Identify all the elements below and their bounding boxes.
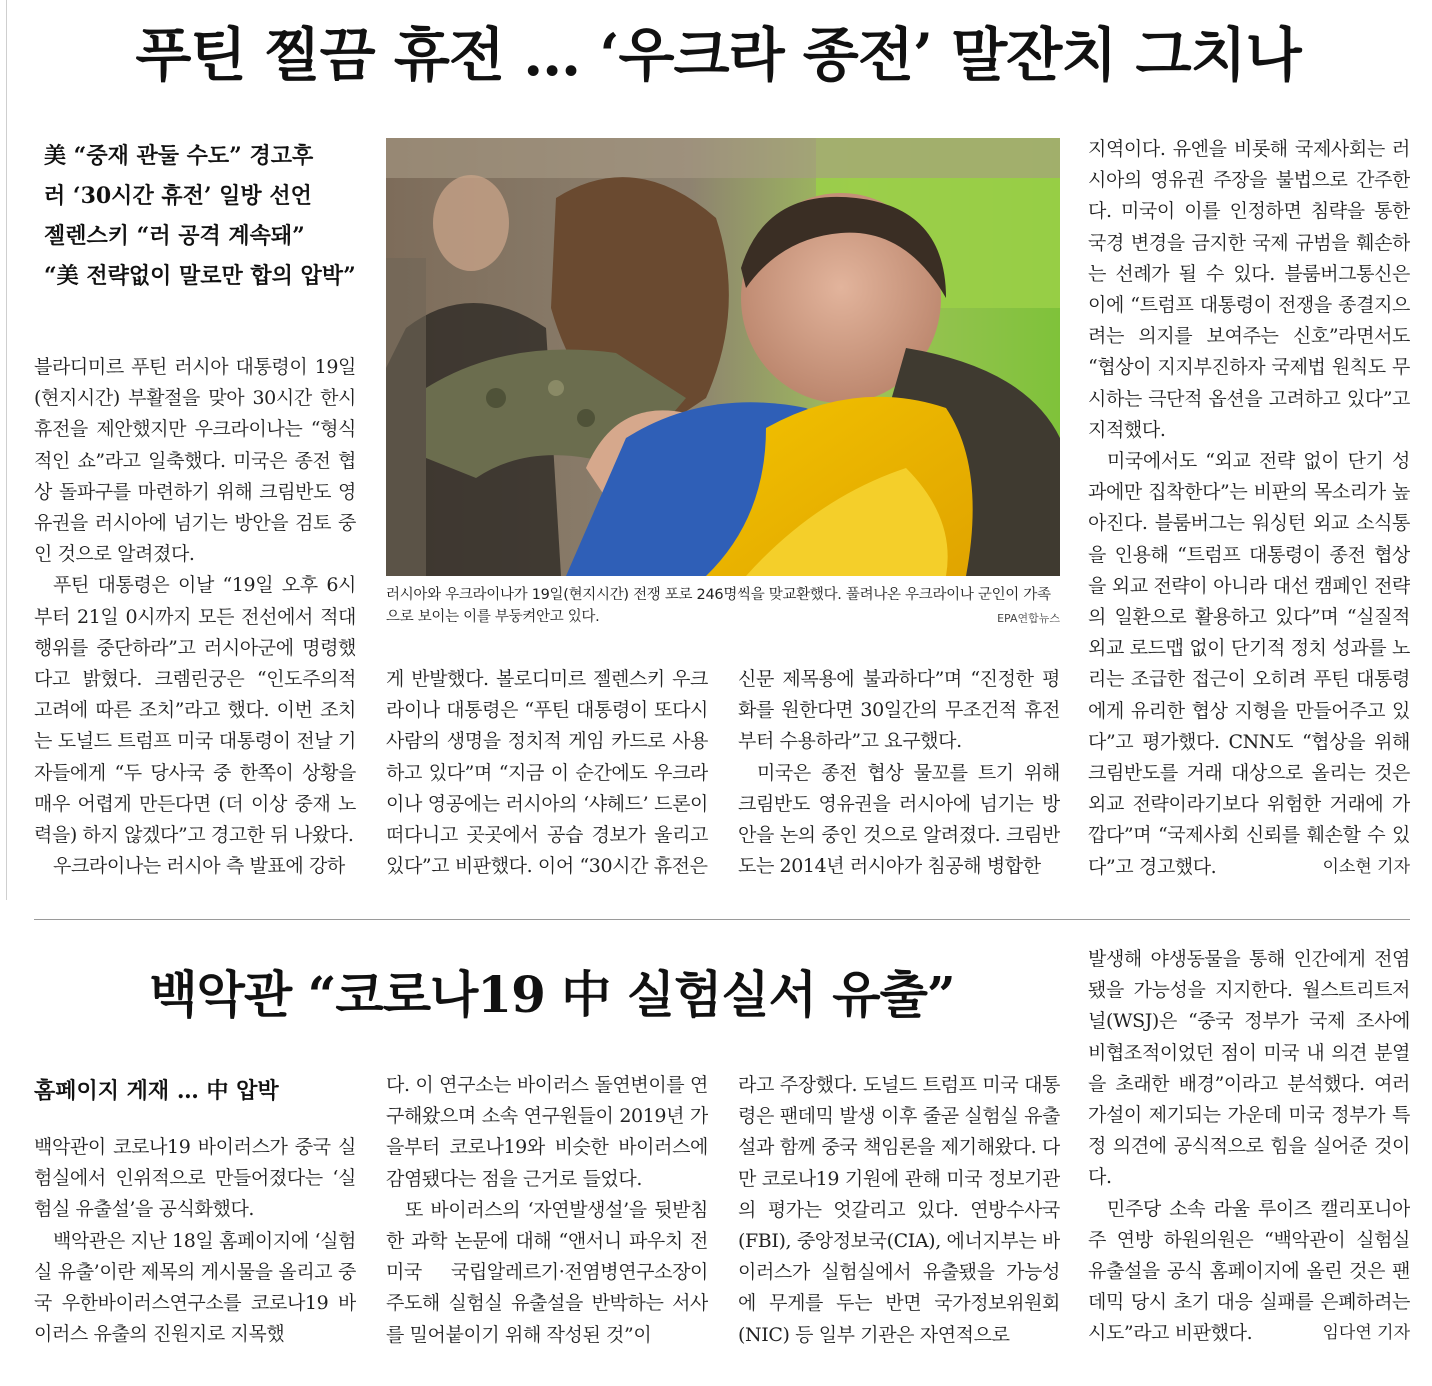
article1-column-2 — [386, 664, 708, 884]
article1-subhead: 美 “중재 관둘 수도” 경고후 — [44, 143, 314, 169]
article2-paragraph-text: 민주당 소속 라울 루이즈 캘리포니아주 연방 하원의원은 “백악관이 실험실 유출설을 공식 홈페이지에 올린 것은 팬데믹 당시 초기 대응 실패를 은폐하려는 시도”라고 비판했다. — [1088, 1197, 1410, 1345]
article2-headline: 백악관 “코로나19 中 실험실서 유출” — [149, 965, 955, 1024]
article1-subhead: “美 전략없이 말로만 합의 압박” — [44, 263, 356, 289]
article2-paragraph: 발생해 야생동물을 통해 인간에게 전염됐을 가능성을 지지한다. 월스트리트저널(WSJ)은 “중국 정부가 국제 조사에 비협조적이었던 점이 미국 내 의견 분열을 초래한 배경”이라고 분석했다. 여러 가설이 제기되는 가운데 미국 정부가 특정 의견에 공식적으로 힘을 실어준 것이다. — [1088, 948, 1410, 1189]
article2-subhead: 홈페이지 게재 … 中 압박 — [34, 1078, 279, 1104]
photo-caption: 러시아와 우크라이나가 19일(현지시간) 전쟁 포로 246명씩을 맞교환했다. 풀려나온 우크라이나 군인이 가족으로 보이는 이를 부둥켜안고 있다. — [386, 587, 1051, 625]
photo-credit: EPA연합뉴스 — [997, 612, 1060, 625]
article1-paragraph-text: 미국에서도 “외교 전략 없이 단기 성과에만 집착한다”는 비판의 목소리가 높아진다. 블룸버그는 워싱턴 외교 소식통을 인용해 “트럼프 대통령이 종전 협상을 외교 전략이 아니라 대선 캠페인 전략의 일환으로 활용하고 있다”며 “실질적 외교 로드맵 없이 단기적 정치 성과를 노리는 조급한 접근이 오히려 푸틴 대통령에게 유리한 협상 지형을 만들어주고 있다”고 평가했다. CNN도 “협상을 위해 크림반도를 거래 대상으로 올리는 것은 외교 전략이라기보다 위험한 거래에 가깝다”며 “국제사회 신뢰를 훼손할 수 있다”고 경고했다. — [1088, 450, 1410, 878]
article2-paragraph: 백악관이 코로나19 바이러스가 중국 실험실에서 인위적으로 만들어졌다는 ‘실험실 유출설’을 공식화했다. — [34, 1136, 356, 1221]
article1-paragraph — [1088, 446, 1410, 883]
news-photo-prisoner-exchange — [386, 138, 1060, 576]
article1-paragraph: 미국은 종전 협상 물꼬를 트기 위해 크림반도 영유권을 러시아에 넘기는 방안을 논의 중인 것으로 알려졌다. 크림반도는 2014년 러시아가 침공해 병합한 — [738, 761, 1060, 878]
page-left-rule — [6, 0, 7, 900]
article1-paragraph: 푸틴 대통령은 이날 “19일 오후 6시부터 21일 0시까지 모든 전선에서 적대 행위를 중단하라”고 러시아군에 명령했다고 밝혔다. 크렘린궁은 “인도주의적 고려에 따른 조치”라고 했다. 이번 조치는 도널드 트럼프 미국 대통령이 전날 기자들에게 “두 당사국 중 한쪽이 상황을 매우 어렵게 만든다면 (더 이상 중재 노력을) 하지 않겠다”고 경고한 뒤 나왔다. — [34, 574, 356, 847]
article1-paragraph: 신문 제목용에 불과하다”며 “진정한 평화를 원한다면 30일간의 무조건적 휴전부터 수용하라”고 요구했다. — [738, 668, 1060, 753]
article2-paragraph: 또 바이러스의 ‘자연발생설’을 뒷받침한 과학 논문에 대해 “앤서니 파우치 전 미국 국립알레르기·전염병연구소장이 주도해 실험실 유출설을 반박하는 서사를 밀어붙이기 위해 작성된 것”이 — [386, 1198, 708, 1346]
article1-paragraph: 게 반발했다. 볼로디미르 젤렌스키 우크라이나 대통령은 “푸틴 대통령이 또다시 사람의 생명을 정치적 게임 카드로 사용하고 있다”며 “지금 이 순간에도 우크라이나 영공에는 러시아의 ‘샤헤드’ 드론이 떠다니고 곳곳에서 공습 경보가 울리고 있다”고 비판했다. 이어 “30시간 휴전은 — [386, 668, 708, 878]
article1-byline: 이소현 기자 — [1322, 856, 1410, 877]
article2-paragraph: 다. 이 연구소는 바이러스 돌연변이를 연구해왔으며 소속 연구원들이 2019년 가을부터 코로나19와 비슷한 바이러스에 감염됐다는 점을 근거로 들었다. — [386, 1074, 708, 1190]
article2-paragraph: 라고 주장했다. 도널드 트럼프 미국 대통령은 팬데믹 발생 이후 줄곧 실험실 유출설과 함께 중국 책임론을 제기해왔다. 다만 코로나19 기원에 관해 미국 정보기관의 평가는 엇갈리고 있다. 연방수사국(FBI), 중앙정보국(CIA), 에너지부는 바이러스가 실험실에서 유출됐을 가능성에 무게를 두는 반면 국가정보위원회(NIC) 등 일부 기관은 자연적으로 — [738, 1074, 1060, 1346]
article2-paragraph: 백악관은 지난 18일 홈페이지에 ‘실험실 유출’이란 제목의 게시물을 올리고 중국 우한바이러스연구소를 코로나19 바이러스 유출의 진원지로 지목했 — [34, 1229, 356, 1346]
article1-paragraph: 블라디미르 푸틴 러시아 대통령이 19일(현지시간) 부활절을 맞아 30시간 한시 휴전을 제안했지만 우크라이나는 “형식적인 쇼”라고 일축했다. 미국은 종전 협상 돌파구를 마련하기 위해 크림반도 영유권을 러시아에 넘기는 방안을 검토 중인 것으로 알려졌다. — [34, 356, 356, 566]
article2-column-4 — [1088, 944, 1410, 1384]
article2-paragraph — [1088, 1194, 1410, 1350]
article1-subheads — [44, 136, 374, 296]
article1-subhead: 젤렌스키 “러 공격 계속돼” — [44, 223, 305, 249]
photo-illustration — [386, 138, 1060, 576]
article1-column-3 — [738, 664, 1060, 884]
article2-byline: 임다연 기자 — [1322, 1323, 1410, 1344]
article1-paragraph: 우크라이나는 러시아 측 발표에 강하 — [53, 855, 345, 878]
article1-paragraph: 지역이다. 유엔을 비롯해 국제사회는 러시아의 영유권 주장을 불법으로 간주한다. 미국이 이를 인정하면 침략을 통한 국경 변경을 금지한 국제 규범을 훼손하는 선례가 될 수 있다. 블룸버그통신은 이에 “트럼프 대통령이 전쟁을 종결지으려는 의지를 보여주는 신호”라면서도 “협상이 지지부진하자 국제법 원칙도 무시하는 극단적 옵션을 고려하고 있다”고 지적했다. — [1088, 138, 1410, 441]
article1-headline: 푸틴 찔끔 휴전 … ‘우크라 종전’ 말잔치 그치나 — [135, 21, 1301, 89]
article2-column-1 — [34, 1132, 356, 1384]
article1-column-4 — [1088, 134, 1410, 886]
article1-column-1 — [34, 352, 356, 884]
article2-column-2 — [386, 1070, 708, 1384]
article2-column-3 — [738, 1070, 1060, 1384]
article-divider — [34, 919, 1410, 920]
article1-subhead: 러 ‘30시간 휴전’ 일방 선언 — [44, 183, 312, 209]
